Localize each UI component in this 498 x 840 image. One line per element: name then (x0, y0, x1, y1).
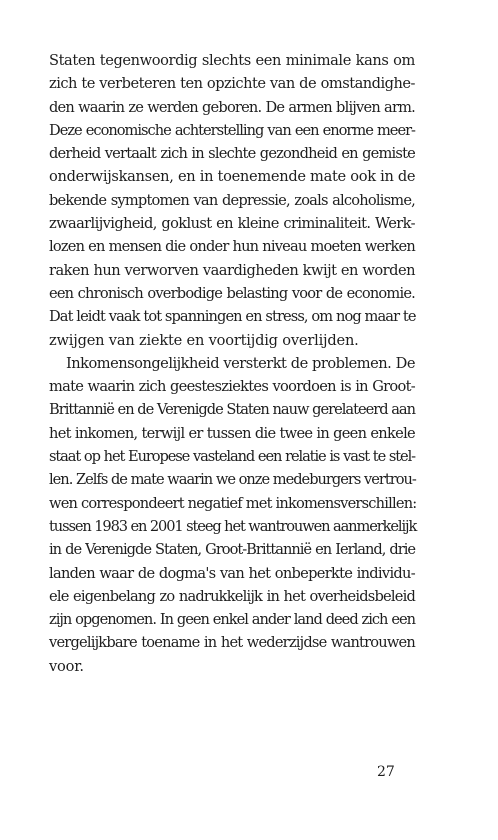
body-text (49, 49, 415, 678)
text-line: landen waar de dogma's van het onbeperkte individu- (49, 564, 415, 582)
text-line: zwijgen van ziekte en voortijdig overlijden. (49, 331, 359, 349)
text-line: mate waarin zich geestesziektes voordoen is in Groot- (49, 378, 415, 396)
text-line: raken hun verworven vaardigheden kwijt en worden (49, 261, 415, 279)
text-line: ele eigenbelang zo nadrukkelijk in het overheidsbeleid (49, 587, 415, 605)
text-line: zijn opgenomen. In geen enkel ander land deed zich een (49, 611, 415, 629)
text-line: den waarin ze werden geboren. De armen blijven arm. (49, 98, 415, 116)
text-line: een chronisch overbodige belasting voor de economie. (49, 284, 415, 302)
text-line: Staten tegenwoordig slechts een minimale kans om (49, 52, 415, 69)
text-line: len. Zelfs de mate waarin we onze medeburgers vertrou- (49, 471, 416, 489)
text-line: in de Verenigde Staten, Groot-Brittannië en Ierland, drie (49, 541, 415, 559)
text-line: zich te verbeteren ten opzichte van de omstandighe- (49, 75, 415, 93)
text-line: Inkomensongelijkheid versterkt de problemen. De (66, 354, 415, 372)
text-line: voor. (49, 657, 84, 675)
text-line: Deze economische achterstelling van een enorme meer- (49, 121, 415, 139)
text-line: wen correspondeert negatief met inkomensverschillen: (49, 494, 417, 512)
page-number: 27 (377, 764, 395, 780)
text-line: het inkomen, terwijl er tussen die twee in geen enkele (49, 424, 415, 442)
text-line: onderwijskansen, en in toenemende mate ook in de (49, 168, 416, 186)
text-line: vergelijkbare toename in het wederzijdse wantrouwen (49, 634, 415, 652)
text-line: lozen en mensen die onder hun niveau moeten werken (49, 238, 415, 256)
text-line: Brittannië en de Verenigde Staten nauw gerelateerd aan (49, 401, 415, 419)
text-line: derheid vertaalt zich in slechte gezondheid en gemiste (49, 145, 415, 163)
text-line: bekende symptomen van depressie, zoals alcoholisme, (49, 191, 415, 209)
text-line: zwaarlijvigheid, goklust en kleine criminaliteit. Werk- (49, 215, 415, 233)
text-line: tussen 1983 en 2001 steeg het wantrouwen aanmerkelijk (49, 517, 417, 535)
text-line: staat op het Europese vasteland een relatie is vast te stel- (49, 448, 415, 466)
text-line: Dat leidt vaak tot spanningen en stress, om nog maar te (49, 308, 416, 326)
